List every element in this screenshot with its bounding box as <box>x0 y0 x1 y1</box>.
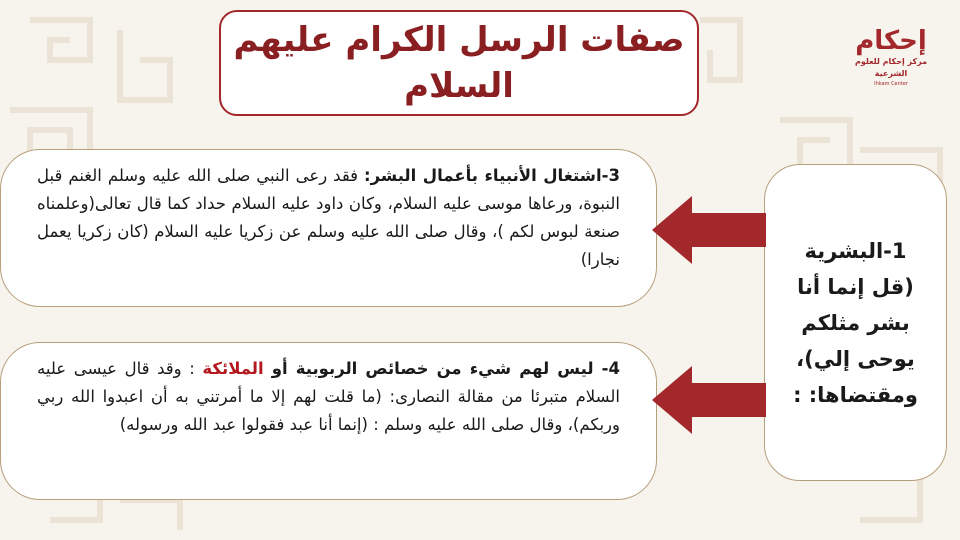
title-line-2: السلام <box>404 66 514 106</box>
logo-word: إحكام <box>855 26 927 56</box>
point-1-heading: 1-البشرية <box>804 238 907 263</box>
point-1-box <box>764 164 947 481</box>
logo-subtitle: مركز إحكام للعلوم الشرعية <box>854 57 928 78</box>
point-3-box <box>0 149 657 307</box>
logo-subtitle-2: Ihkam Center <box>874 81 908 87</box>
point-1-line-3: يوحى إلي)، <box>796 346 915 371</box>
logo <box>846 26 936 92</box>
point-1-line-1: (قل إنما أنا <box>797 274 914 299</box>
point-4-body: : وقد قال عيسى عليه السلام متبرئا من مقالة النصارى: (ما قلت لهم إلا ما أمرتني به أن اعبدوا الله ربي وربكم)، وقال صلى الله عليه وسلم : (إنما أنا عبد فقولوا عبد الله ورسوله) <box>37 359 620 434</box>
point-4-box <box>0 342 657 500</box>
point-3-body: فقد رعى النبي صلى الله عليه وسلم الغنم قبل النبوة، ورعاها موسى عليه السلام، وكان داود عليه السلام حداد كما قال تعالى(وعلمناه صنعة لبوس لكم )، وقال صلى الله عليه وسلم عن زكريا عليه السلام (كان زكريا يعمل نجارا) <box>37 166 620 269</box>
point-1-line-2: بشر مثلكم <box>801 310 910 335</box>
point-1-line-4: ومقتضاها: : <box>793 382 918 407</box>
title-box <box>219 10 699 116</box>
point-4-heading: 4- ليس لهم شيء من خصائص الربوبية أو <box>263 359 620 378</box>
point-4-heading-highlight: الملائكة <box>202 359 264 378</box>
arrow-left-icon <box>652 366 766 434</box>
arrow-left-icon <box>652 196 766 264</box>
title-line-1: صفات الرسل الكرام عليهم <box>233 20 685 60</box>
point-3-heading: 3-اشتغال الأنبياء بأعمال البشر: <box>364 166 620 185</box>
